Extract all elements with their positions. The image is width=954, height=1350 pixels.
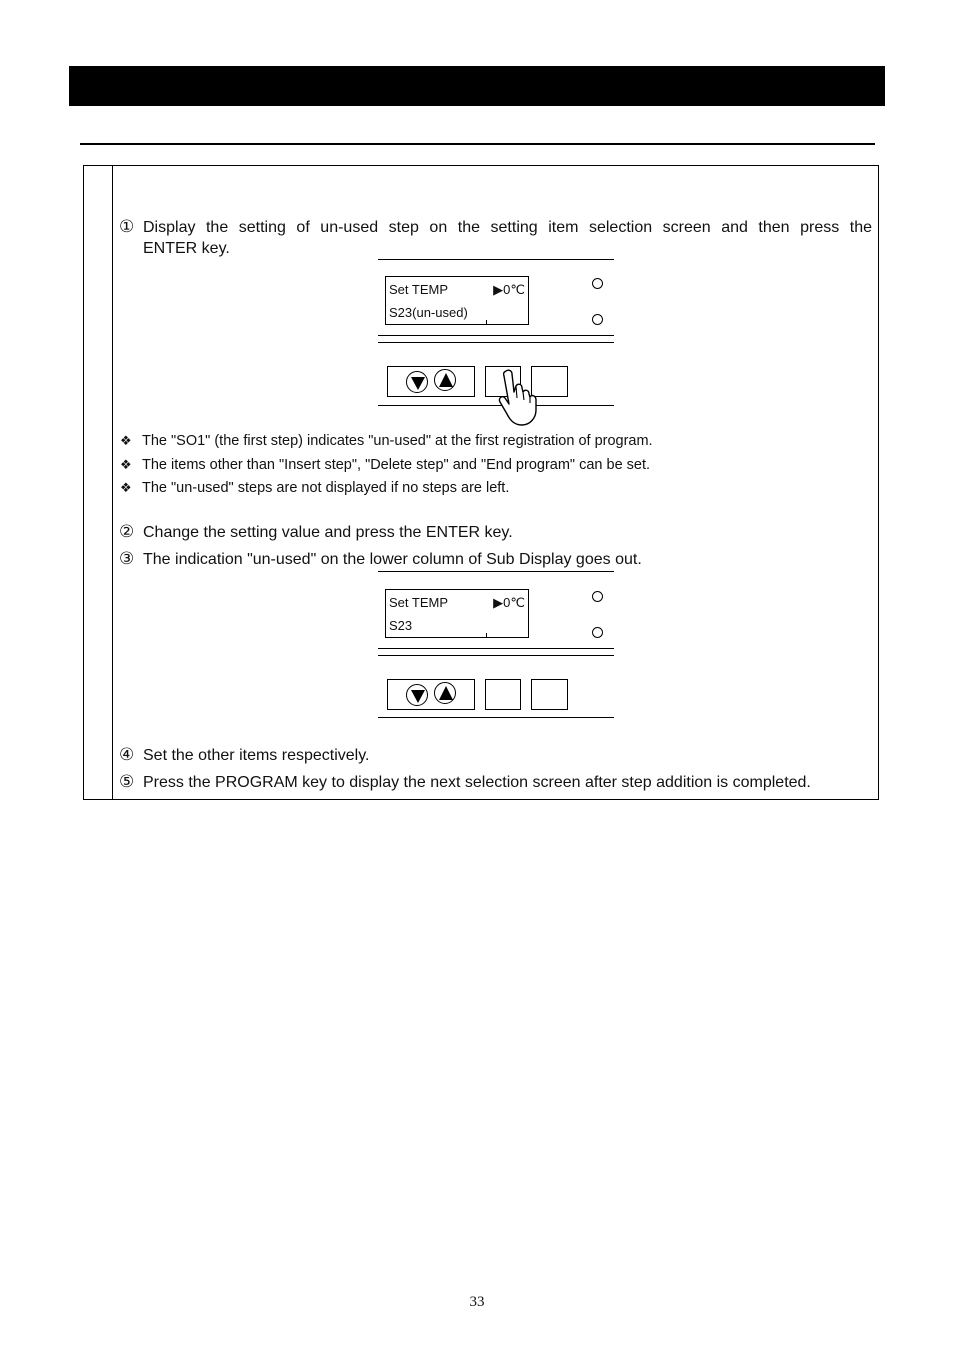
diamond-bullet-icon: ❖ xyxy=(120,433,132,448)
sub-display xyxy=(385,589,529,638)
display-line-1: Set TEMP xyxy=(389,595,449,610)
header-rule xyxy=(80,143,875,145)
up-arrow-key[interactable] xyxy=(434,682,456,704)
panel-rule xyxy=(378,259,614,260)
step-number: ⑤ xyxy=(119,772,135,791)
display-tick xyxy=(486,633,487,637)
down-arrow-icon xyxy=(407,372,429,394)
panel-rule xyxy=(378,342,614,343)
step-text: Change the setting value and press the ENTER key. xyxy=(143,524,513,541)
up-arrow-icon xyxy=(435,683,457,705)
side-column-divider xyxy=(112,165,113,800)
display-line-2: S23 xyxy=(389,618,413,633)
lamp-indicator xyxy=(592,591,603,602)
step-text: Set the other items respectively. xyxy=(143,747,370,764)
lamp-indicator xyxy=(592,314,603,325)
control-panel-illustration-1 xyxy=(378,258,614,428)
page-number: 33 xyxy=(469,1294,485,1310)
step-text-continued: ENTER key. xyxy=(143,240,230,257)
control-panel-illustration-2 xyxy=(378,571,614,721)
arrow-key-group[interactable] xyxy=(387,366,475,397)
enter-key[interactable] xyxy=(485,679,521,710)
step-number: ② xyxy=(119,522,135,541)
up-arrow-key[interactable] xyxy=(434,369,456,391)
panel-rule xyxy=(378,717,614,718)
display-line-1: Set TEMP xyxy=(389,282,449,297)
note-item xyxy=(120,479,509,497)
display-value: ▶0℃ xyxy=(493,595,525,610)
up-arrow-icon xyxy=(435,370,457,392)
display-tick xyxy=(486,320,487,324)
note-text: The "un-used" steps are not displayed if no steps are left. xyxy=(142,480,510,496)
sub-display xyxy=(385,276,529,325)
down-arrow-key[interactable] xyxy=(406,371,428,393)
down-arrow-key[interactable] xyxy=(406,684,428,706)
panel-rule xyxy=(378,655,614,656)
pressing-hand-icon xyxy=(496,368,546,428)
note-text: The items other than "Insert step", "Delete step" and "End program" can be set. xyxy=(142,457,651,473)
display-value: ▶0℃ xyxy=(493,282,525,297)
program-key[interactable] xyxy=(531,679,568,710)
note-item xyxy=(120,432,653,450)
lamp-indicator xyxy=(592,627,603,638)
step-number: ① xyxy=(119,217,135,236)
header-bar xyxy=(69,66,885,106)
diamond-bullet-icon: ❖ xyxy=(120,457,132,472)
lamp-indicator xyxy=(592,278,603,289)
panel-rule xyxy=(378,335,614,336)
arrow-key-group[interactable] xyxy=(387,679,475,710)
down-arrow-icon xyxy=(407,685,429,707)
panel-rule xyxy=(378,571,614,572)
diamond-bullet-icon: ❖ xyxy=(120,480,132,495)
note-item xyxy=(120,456,650,474)
step-text: The indication "un-used" on the lower column of Sub Display goes out. xyxy=(143,551,642,568)
step-number: ④ xyxy=(119,745,135,764)
step-text: Press the PROGRAM key to display the next selection screen after step addition is completed. xyxy=(143,774,811,791)
step-text: Display the setting of un-used step on the setting item selection screen and then press the xyxy=(143,219,872,236)
display-line-2: S23(un-used) xyxy=(389,305,468,320)
step-number: ③ xyxy=(119,549,135,568)
note-text: The "SO1" (the first step) indicates "un-used" at the first registration of program. xyxy=(142,433,653,449)
panel-rule xyxy=(378,648,614,649)
